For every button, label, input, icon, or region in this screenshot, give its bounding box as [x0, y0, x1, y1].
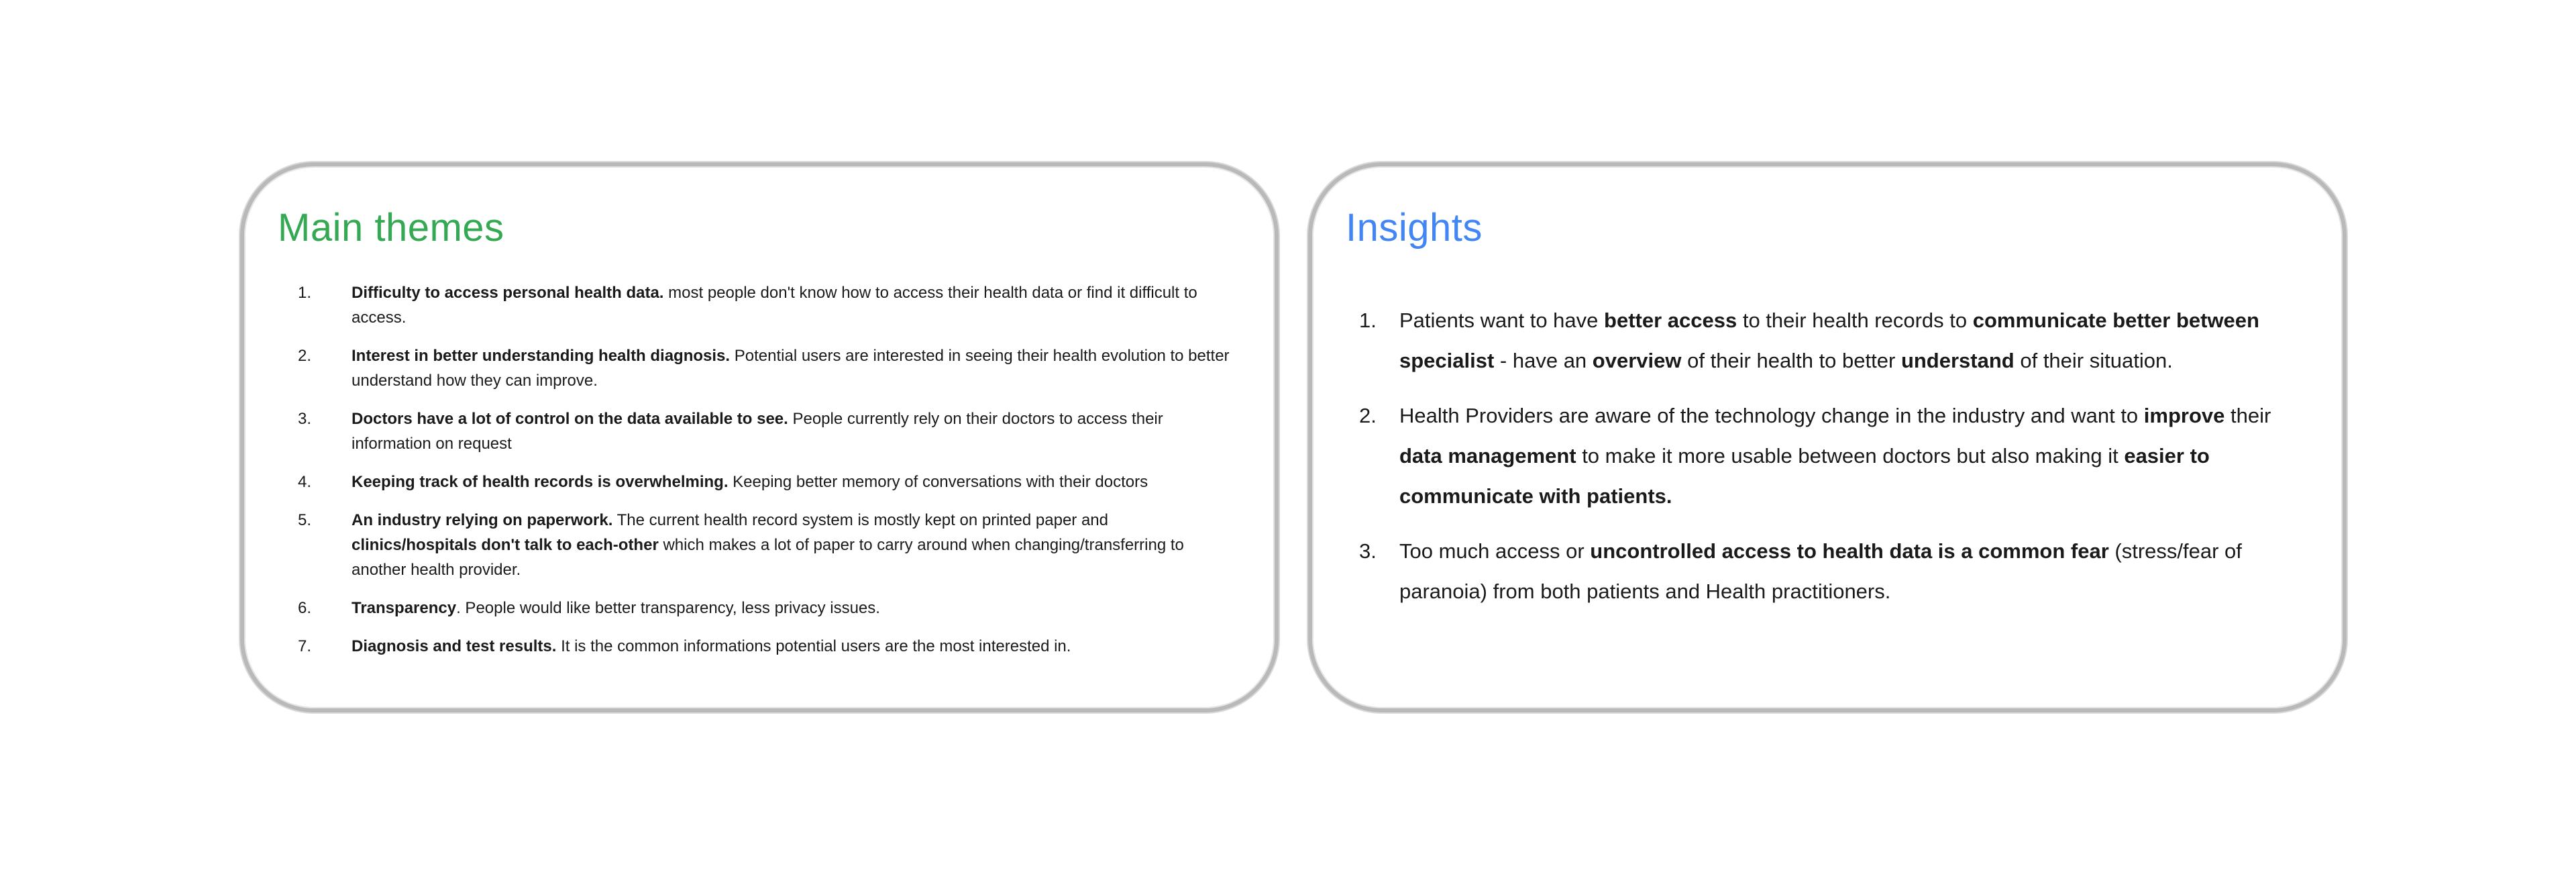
insight-number: 2.	[1359, 404, 1377, 427]
theme-text: Keeping better memory of conversations with their doctors	[728, 473, 1148, 491]
insight-emphasis: overview	[1592, 349, 1682, 372]
theme-text: most people don't know how to access their health data or find it difficult to access.	[352, 284, 1197, 327]
insight-emphasis: easier to communicate with patients.	[1399, 444, 2210, 508]
main-themes-title: Main themes	[278, 206, 504, 250]
theme-text: The current health record system is mostly kept on printed paper and	[612, 511, 1108, 529]
insight-emphasis: uncontrolled access to health data is a common fear	[1590, 539, 2109, 563]
theme-text: People currently rely on their doctors to access their information on request	[352, 410, 1163, 453]
insight-text: of their situation.	[2014, 349, 2173, 372]
theme-heading: Diagnosis and test results.	[352, 637, 557, 655]
theme-number: 3.	[298, 410, 312, 428]
insight-text: to their health records to	[1737, 309, 1973, 332]
theme-item	[298, 280, 1237, 330]
insight-text: of their health to better	[1681, 349, 1901, 372]
theme-number: 2.	[298, 347, 312, 365]
insights-card	[1308, 162, 2347, 712]
insight-item	[1359, 531, 2318, 612]
insight-number: 1.	[1359, 309, 1377, 332]
insight-emphasis: communicate better between specialist	[1399, 309, 2259, 372]
theme-item	[298, 508, 1237, 582]
insight-text: their	[2224, 404, 2271, 427]
insight-item	[1359, 396, 2318, 516]
theme-number: 4.	[298, 473, 312, 491]
theme-text: which makes a lot of paper to carry around when changing/transferring to another health provider.	[352, 536, 1184, 579]
insight-text: (stress/fear of paranoia) from both patients and Health practitioners.	[1399, 539, 2242, 603]
insight-item	[1359, 301, 2318, 381]
insight-text: Health Providers are aware of the technology change in the industry and want to	[1399, 404, 2144, 427]
theme-heading: Interest in better understanding health diagnosis.	[352, 347, 731, 365]
theme-heading: Transparency	[352, 599, 457, 617]
main-themes-list	[298, 280, 1237, 672]
insight-text: to make it more usable between doctors but also making it	[1576, 444, 2125, 468]
main-themes-card	[240, 162, 1279, 712]
theme-heading: Difficulty to access personal health data.	[352, 284, 664, 302]
theme-heading: Keeping track of health records is overwhelming.	[352, 473, 729, 491]
theme-number: 7.	[298, 637, 312, 655]
theme-item	[298, 343, 1237, 393]
theme-item	[298, 596, 1237, 620]
theme-heading: Doctors have a lot of control on the data available to see.	[352, 410, 788, 428]
theme-text: . People would like better transparency, less privacy issues.	[456, 599, 880, 617]
theme-emphasis: clinics/hospitals don't talk to each-other	[352, 536, 659, 554]
theme-text: Potential users are interested in seeing their health evolution to better understand how they can improve.	[352, 347, 1230, 390]
insight-text: Patients want to have	[1399, 309, 1605, 332]
insight-text: - have an	[1494, 349, 1593, 372]
theme-item	[298, 634, 1237, 659]
insight-text: Too much access or	[1399, 539, 1591, 563]
theme-number: 5.	[298, 511, 312, 529]
theme-heading: An industry relying on paperwork.	[352, 511, 613, 529]
theme-number: 1.	[298, 284, 312, 302]
theme-item	[298, 406, 1237, 456]
theme-item	[298, 470, 1237, 494]
insight-emphasis: understand	[1900, 349, 2015, 372]
insight-number: 3.	[1359, 539, 1377, 563]
insight-emphasis: improve	[2143, 404, 2225, 427]
theme-number: 6.	[298, 599, 312, 617]
insight-emphasis: better access	[1604, 309, 1737, 332]
theme-text: It is the common informations potential users are the most interested in.	[556, 637, 1071, 655]
insights-list	[1359, 301, 2318, 626]
insight-emphasis: data management	[1399, 444, 1576, 468]
insights-title: Insights	[1346, 206, 1483, 250]
